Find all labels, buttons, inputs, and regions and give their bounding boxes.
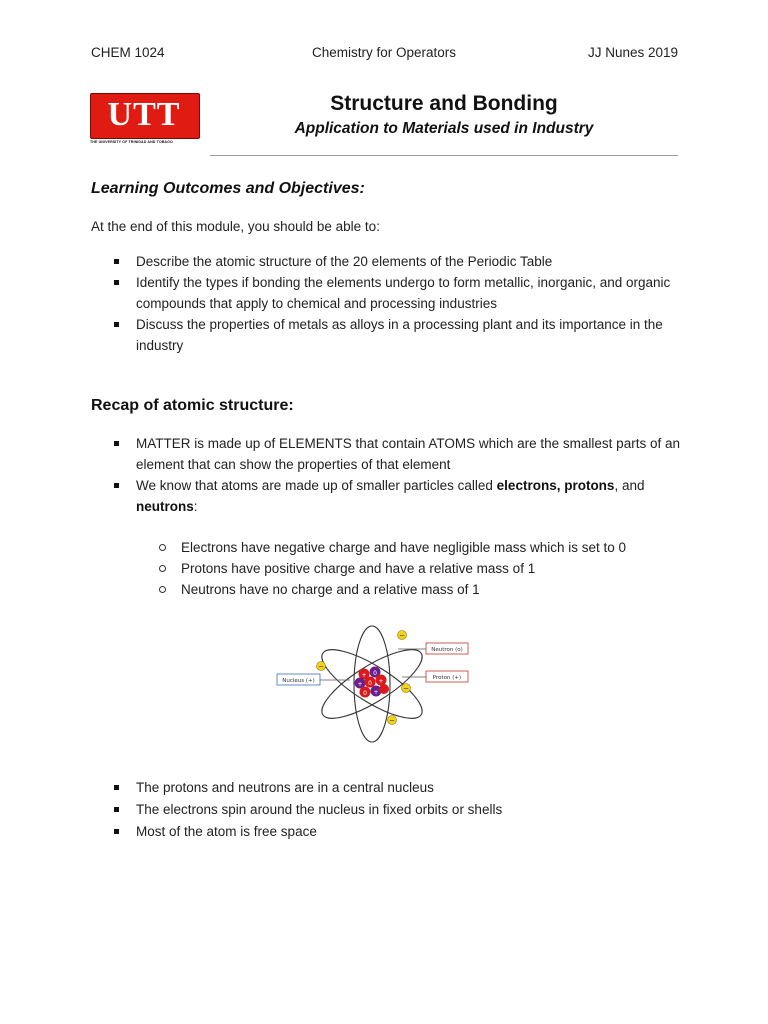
bullet-icon — [114, 441, 119, 446]
list-item — [91, 537, 681, 558]
atom-facts-list — [91, 777, 681, 843]
fact-text: Most of the atom is free space — [136, 824, 317, 839]
particles-mid: , and — [614, 478, 645, 493]
logo-text: UTT — [107, 96, 181, 133]
circle-bullet-icon — [159, 544, 166, 551]
outcome-text: Describe the atomic structure of the 20 elements of the Periodic Table — [136, 254, 553, 269]
nucleus-label: Nucleus (+) — [282, 678, 315, 684]
particle-properties-list — [91, 537, 681, 600]
particles-post: : — [193, 499, 198, 514]
proton-sign: + — [378, 678, 384, 685]
title-divider — [210, 155, 678, 156]
electron-property: Electrons have negative charge and have negligible mass which is set to 0 — [181, 540, 627, 555]
neutron-property: Neutrons have no charge and a relative mass of 1 — [181, 582, 480, 597]
recap-particles-text — [136, 478, 644, 514]
list-item — [91, 777, 681, 798]
proton-property: Protons have positive charge and have a relative mass of 1 — [181, 561, 536, 576]
bullet-icon — [114, 829, 119, 834]
proton-sign: + — [361, 672, 367, 679]
neutron-sign: 0 — [368, 680, 372, 687]
recap-heading: Recap of atomic structure: — [91, 397, 294, 414]
fact-text: The protons and neutrons are in a central nucleus — [136, 780, 434, 795]
proton — [379, 684, 389, 694]
list-item — [91, 579, 681, 600]
header-course-name: Chemistry for Operators — [311, 45, 457, 60]
bullet-icon — [114, 807, 119, 812]
nucleus — [355, 667, 390, 698]
neutron-sign: 0 — [373, 670, 377, 677]
list-item — [91, 475, 681, 517]
proton-label: Proton (+) — [432, 675, 462, 681]
logo-subtext: THE UNIVERSITY OF TRINIDAD AND TOBAGO — [90, 140, 173, 144]
particles-pre: We know that atoms are made up of smaller particles called — [136, 478, 497, 493]
neutron-sign: 0 — [363, 690, 367, 697]
particles-bold-1: electrons, protons — [496, 478, 615, 493]
outcomes-list — [91, 251, 681, 356]
bullet-icon — [114, 280, 119, 285]
atom-diagram — [276, 622, 472, 748]
bullet-icon — [114, 785, 119, 790]
electron-sign: − — [399, 631, 405, 640]
particles-bold-2: neutrons — [136, 499, 194, 514]
fact-text: The electrons spin around the nucleus in fixed orbits or shells — [136, 802, 503, 817]
recap-list — [91, 433, 681, 517]
outcomes-intro: At the end of this module, you should be able to: — [91, 219, 380, 234]
document-title: Structure and Bonding — [330, 92, 558, 115]
list-item — [91, 799, 681, 820]
bullet-icon — [114, 259, 119, 264]
document-subtitle: Application to Materials used in Industry — [294, 120, 594, 137]
outcomes-heading: Learning Outcomes and Objectives: — [91, 180, 365, 197]
bullet-icon — [114, 322, 119, 327]
electron-sign: − — [318, 662, 324, 671]
header-course-code: CHEM 1024 — [91, 45, 165, 60]
list-item — [91, 821, 681, 842]
outcome-text: Discuss the properties of metals as alloys in a processing plant and its importance in the industry — [136, 317, 663, 353]
proton-sign: + — [357, 681, 363, 688]
list-item — [91, 558, 681, 579]
list-item — [91, 272, 681, 314]
bullet-icon — [114, 483, 119, 488]
circle-bullet-icon — [159, 586, 166, 593]
header-author: JJ Nunes 2019 — [587, 45, 678, 60]
proton-sign: + — [373, 689, 379, 696]
list-item — [91, 433, 681, 475]
neutron-label: Neutron (o) — [431, 647, 463, 653]
electron-sign: − — [403, 684, 409, 693]
electron-sign: − — [389, 716, 395, 725]
list-item — [91, 251, 681, 272]
outcome-text: Identify the types if bonding the elements undergo to form metallic, inorganic, and organic compounds that apply to chemical and processing industries — [136, 275, 671, 311]
utt-logo — [90, 93, 200, 147]
circle-bullet-icon — [159, 565, 166, 572]
list-item — [91, 314, 681, 356]
recap-matter-text: MATTER is made up of ELEMENTS that contain ATOMS which are the smallest parts of an element that can show the properties of that element — [136, 436, 680, 472]
